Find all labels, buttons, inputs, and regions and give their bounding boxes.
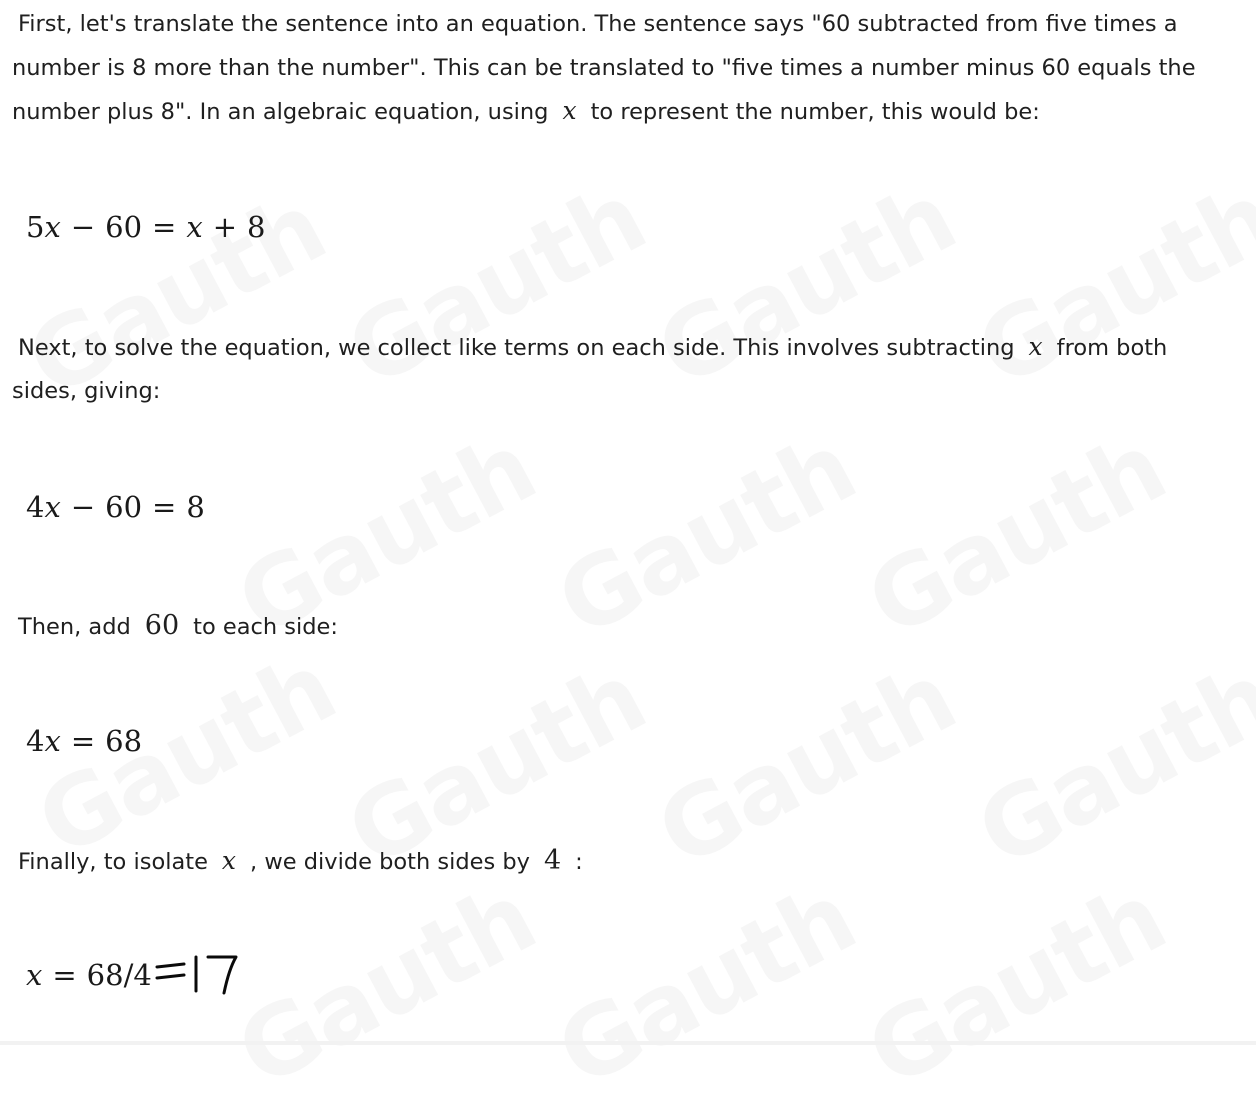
- paragraph-2-line-1-text: Next, to solve the equation, we collect like terms on each side. This involves subtracting: [18, 335, 1015, 361]
- equation-1: [26, 209, 265, 245]
- paragraph-1-line-3-text-end: to represent the number, this would be:: [590, 99, 1040, 125]
- handwritten-answer-icon: [154, 951, 244, 997]
- eq1-equals: =: [152, 210, 177, 244]
- watermark: [640, 162, 972, 409]
- eq1-coefficient: 5: [26, 210, 45, 244]
- eq3-equals: =: [70, 724, 96, 758]
- watermark: [540, 862, 872, 1109]
- eq2-equals: =: [152, 490, 177, 524]
- watermark: [960, 162, 1256, 409]
- watermark: [220, 862, 552, 1109]
- eq1-plus: +: [212, 210, 238, 244]
- math-variable: x: [1028, 332, 1043, 361]
- eq3-right-constant: 68: [105, 724, 143, 758]
- paragraph-3-text-end: to each side:: [193, 614, 338, 640]
- watermark: [540, 412, 872, 659]
- watermark: [960, 642, 1256, 889]
- eq1-right-constant: 8: [247, 210, 266, 244]
- paragraph-4-text: Finally, to isolate: [18, 849, 208, 875]
- eq3-coefficient: 4: [26, 724, 45, 758]
- eq2-right-constant: 8: [186, 490, 205, 524]
- paragraph-3: [18, 611, 338, 642]
- eq4-fraction: 68/4: [86, 958, 152, 992]
- eq1-variable-right: x: [186, 210, 203, 244]
- math-number: 4: [543, 845, 562, 876]
- math-variable: x: [221, 846, 237, 875]
- paragraph-2-line-1: [18, 332, 1167, 363]
- eq2-coefficient: 4: [26, 490, 45, 524]
- paragraph-1-line-3: [12, 96, 1040, 127]
- eq3-variable: x: [44, 724, 61, 758]
- eq1-constant: 60: [105, 210, 143, 244]
- watermark: [640, 642, 972, 889]
- paragraph-1-line-2: number is 8 more than the number". This can be translated to "five times a number minus 60 equals the: [12, 55, 1196, 81]
- watermark: [330, 162, 662, 409]
- equation-2: [26, 489, 205, 525]
- equation-4: [26, 957, 244, 997]
- paragraph-2-line-2: sides, giving:: [12, 378, 161, 404]
- paragraph-1-line-3-text: number plus 8". In an algebraic equation, using: [12, 99, 549, 125]
- eq2-constant: 60: [105, 490, 143, 524]
- paragraph-4-text-end: :: [575, 849, 583, 875]
- math-number: 60: [144, 610, 180, 641]
- watermark: [850, 862, 1182, 1109]
- eq4-equals: =: [52, 958, 77, 992]
- paragraph-4: [18, 846, 583, 877]
- watermark: [850, 412, 1182, 659]
- eq1-minus: −: [70, 210, 96, 244]
- eq2-minus: −: [70, 490, 96, 524]
- bottom-divider: [0, 1041, 1256, 1045]
- equation-3: [26, 723, 142, 759]
- eq2-variable: x: [44, 490, 61, 524]
- paragraph-1-line-1: First, let's translate the sentence into an equation. The sentence says "60 subtracted from five times a: [18, 11, 1178, 37]
- eq4-variable: x: [26, 958, 43, 992]
- paragraph-4-text-mid: , we divide both sides by: [250, 849, 530, 875]
- eq1-variable: x: [44, 210, 61, 244]
- math-variable: x: [562, 96, 577, 125]
- paragraph-2-line-1-text-end: from both: [1056, 335, 1168, 361]
- paragraph-3-text: Then, add: [18, 614, 131, 640]
